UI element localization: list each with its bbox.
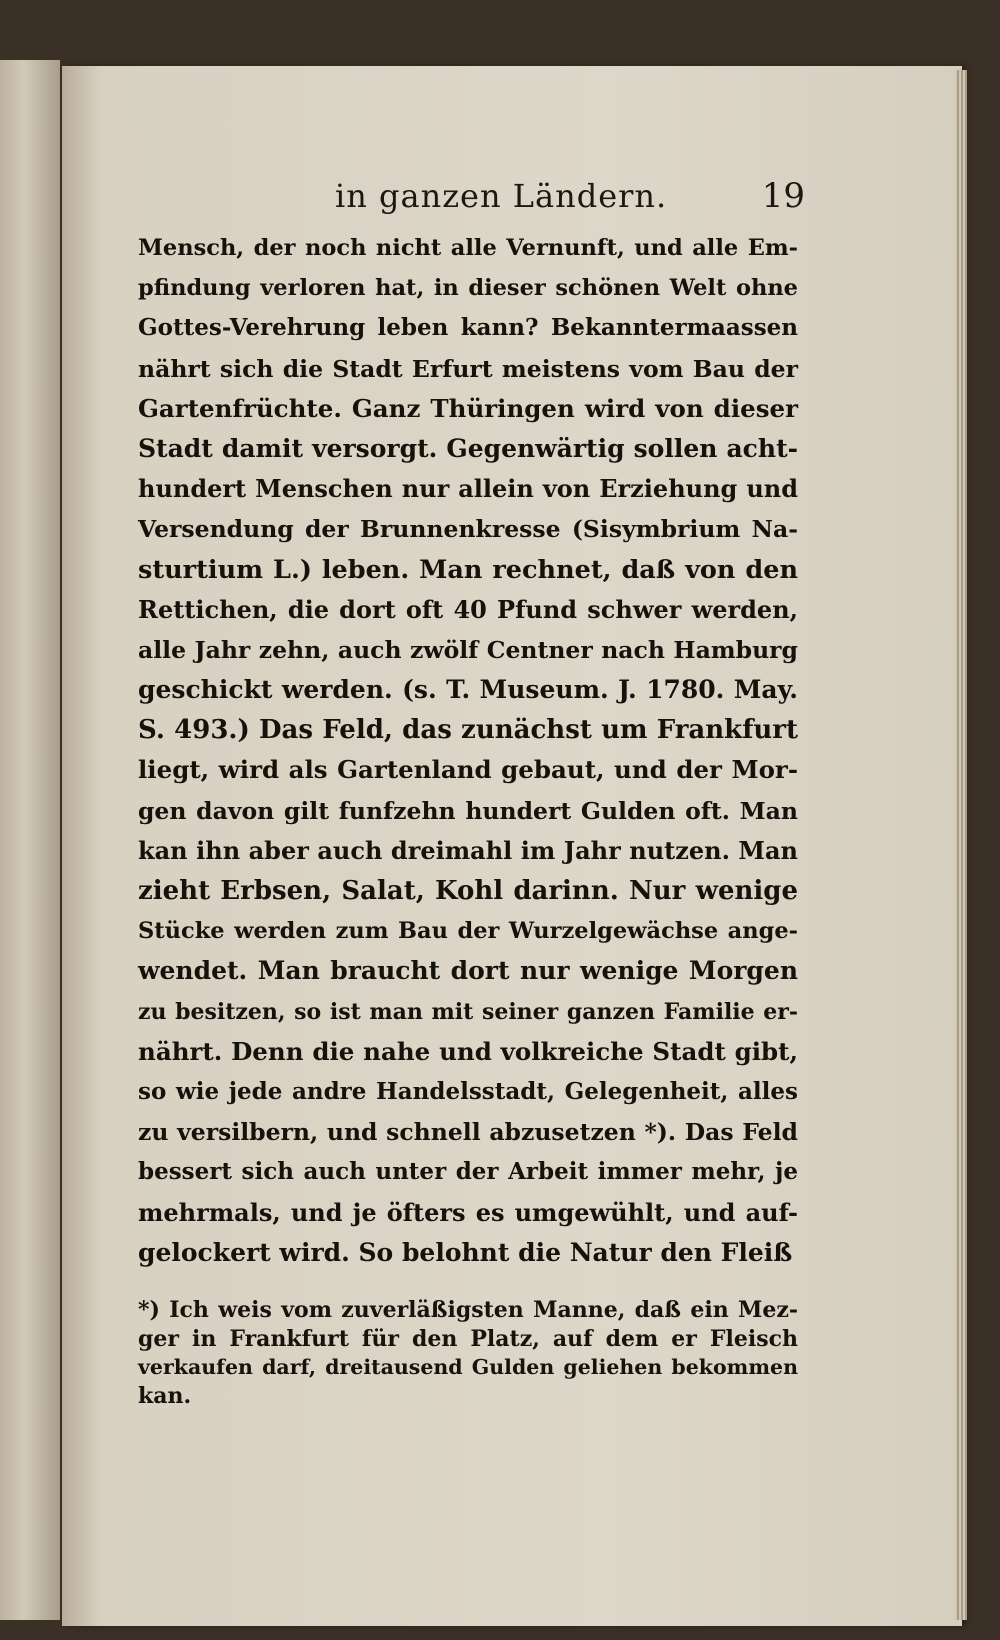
text-line: sturtium L.) leben. Man rechnet, daß von den <box>138 554 798 585</box>
text-line: Gottes-Verehrung leben kann? Bekanntermaassen <box>138 314 798 342</box>
text-line: Stücke werden zum Bau der Wurzelgewächse ange- <box>138 918 798 945</box>
footnote-line: ger in Frankfurt für den Platz, auf dem er Fleisch <box>138 1325 798 1352</box>
text-line: Stadt damit versorgt. Gegenwärtig sollen acht- <box>138 433 798 463</box>
footnote-line: verkaufen darf, dreitausend Gulden geliehen bekommen <box>138 1355 798 1379</box>
text-line: Versendung der Brunnenkresse (Sisymbrium Na- <box>138 515 798 544</box>
page-number: 19 <box>761 176 805 216</box>
running-title: in ganzen Ländern. <box>335 177 668 215</box>
text-line: bessert sich auch unter der Arbeit immer mehr, je <box>138 1158 798 1186</box>
text-line: pfindung verloren hat, in dieser schönen Welt ohne <box>138 275 798 302</box>
text-line: hundert Menschen nur allein von Erziehung und <box>138 474 798 504</box>
facing-page-edge <box>0 60 60 1620</box>
text-line: mehrmals, und je öfters es umgewühlt, und auf- <box>138 1197 798 1227</box>
text-line: gelockert wird. So belohnt die Natur den Fleiß <box>138 1237 793 1267</box>
text-line: Mensch, der noch nicht alle Vernunft, und alle Em- <box>138 235 798 261</box>
text-line: zieht Erbsen, Salat, Kohl darinn. Nur wenige <box>138 876 798 906</box>
text-line: S. 493.) Das Feld, das zunächst um Frankfurt <box>138 715 798 746</box>
page-fore-edge <box>955 70 967 1620</box>
footnote-line: *) Ich weis vom zuverläßigsten Manne, daß ein Mez- <box>138 1297 798 1323</box>
text-line: alle Jahr zehn, auch zwölf Centner nach Hamburg <box>138 635 798 664</box>
text-line: Rettichen, die dort oft 40 Pfund schwer werden, <box>138 594 798 624</box>
text-line: zu versilbern, und schnell abzusetzen *). Das Feld <box>138 1118 798 1147</box>
running-head <box>335 176 805 216</box>
text-line: kan ihn aber auch dreimahl im Jahr nutzen. Man <box>138 835 798 865</box>
text-line: so wie jede andre Handelsstadt, Gelegenheit, alles <box>138 1077 798 1105</box>
text-line: wendet. Man braucht dort nur wenige Morgen <box>138 956 798 986</box>
footnote <box>138 1296 798 1410</box>
text-line: geschickt werden. (s. T. Museum. J. 1780. May. <box>138 675 798 705</box>
text-line: zu besitzen, so ist man mit seiner ganzen Familie er- <box>138 998 798 1025</box>
text-line: nährt. Denn die nahe und volkreiche Stadt gibt, <box>138 1036 798 1066</box>
text-line: liegt, wird als Gartenland gebaut, und der Mor- <box>138 755 798 785</box>
text-line: gen davon gilt funfzehn hundert Gulden oft. Man <box>138 796 798 825</box>
text-line: nährt sich die Stadt Erfurt meistens vom Bau der <box>138 354 798 383</box>
body-text <box>138 228 798 1273</box>
footnote-line: kan. <box>138 1382 192 1409</box>
text-line: Gartenfrüchte. Ganz Thüringen wird von dieser <box>138 393 798 423</box>
